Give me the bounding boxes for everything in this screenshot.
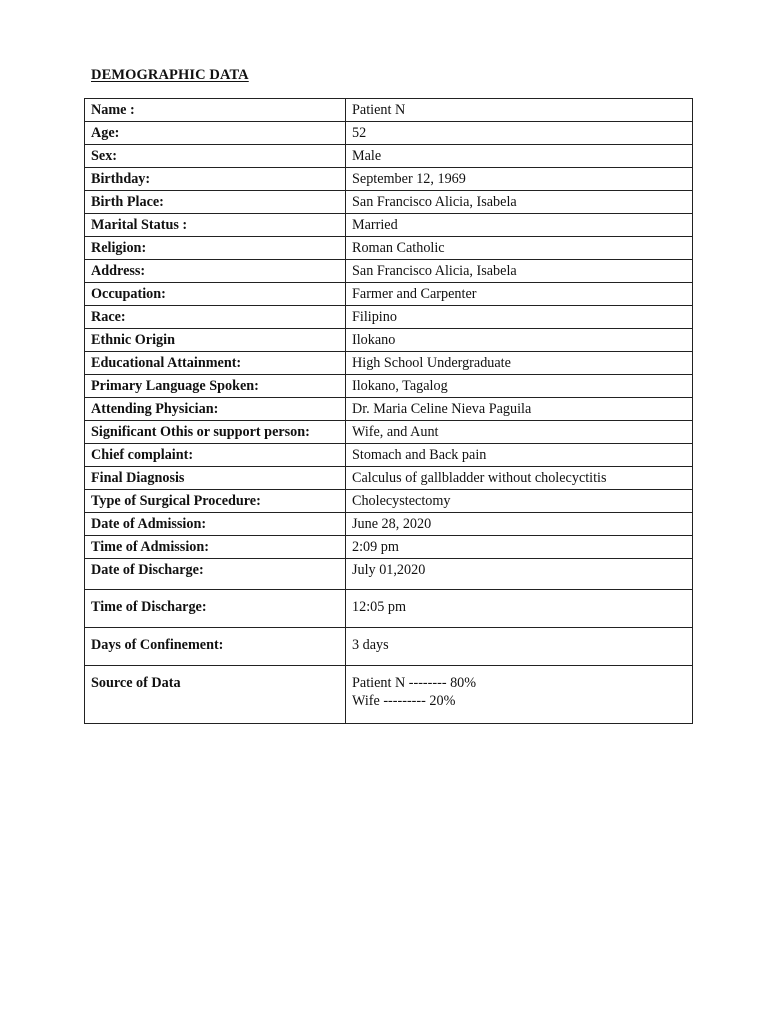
row-label: Time of Discharge: <box>85 590 346 628</box>
row-label: Age: <box>85 122 346 145</box>
row-label: Significant Othis or support person: <box>85 421 346 444</box>
row-label: Type of Surgical Procedure: <box>85 490 346 513</box>
row-value: Dr. Maria Celine Nieva Paguila <box>346 398 693 421</box>
table-row <box>85 559 693 590</box>
table-row <box>85 536 693 559</box>
table-row <box>85 283 693 306</box>
row-value: Ilokano <box>346 329 693 352</box>
source-line: Patient N -------- 80% <box>352 675 477 691</box>
row-label: Ethnic Origin <box>85 329 346 352</box>
table-row <box>85 352 693 375</box>
row-value: Roman Catholic <box>346 237 693 260</box>
row-label: Race: <box>85 306 346 329</box>
table-row <box>85 513 693 536</box>
row-value: September 12, 1969 <box>346 168 693 191</box>
row-label: Educational Attainment: <box>85 352 346 375</box>
row-value: Married <box>346 214 693 237</box>
row-value: San Francisco Alicia, Isabela <box>346 260 693 283</box>
row-label: Name : <box>85 99 346 122</box>
table-row <box>85 666 693 724</box>
document-title: DEMOGRAPHIC DATA <box>91 67 249 83</box>
row-label: Occupation: <box>85 283 346 306</box>
table-row <box>85 398 693 421</box>
row-value: 2:09 pm <box>346 536 693 559</box>
row-value: Ilokano, Tagalog <box>346 375 693 398</box>
row-value: 12:05 pm <box>346 590 693 628</box>
table-row <box>85 214 693 237</box>
row-value: 52 <box>346 122 693 145</box>
table-row <box>85 122 693 145</box>
table-row <box>85 490 693 513</box>
row-value: Farmer and Carpenter <box>346 283 693 306</box>
row-label: Religion: <box>85 237 346 260</box>
table-row <box>85 467 693 490</box>
row-label: Attending Physician: <box>85 398 346 421</box>
row-value <box>346 666 693 724</box>
row-label: Marital Status : <box>85 214 346 237</box>
row-value: Male <box>346 145 693 168</box>
row-label: Chief complaint: <box>85 444 346 467</box>
table-row <box>85 628 693 666</box>
row-label: Sex: <box>85 145 346 168</box>
row-label: Days of Confinement: <box>85 628 346 666</box>
row-label: Source of Data <box>85 666 346 724</box>
row-label: Date of Discharge: <box>85 559 346 590</box>
row-label: Birthday: <box>85 168 346 191</box>
row-value: Patient N <box>346 99 693 122</box>
row-label: Time of Admission: <box>85 536 346 559</box>
table-row <box>85 590 693 628</box>
table-row <box>85 421 693 444</box>
table-row <box>85 168 693 191</box>
table-row <box>85 260 693 283</box>
row-value: San Francisco Alicia, Isabela <box>346 191 693 214</box>
row-label: Address: <box>85 260 346 283</box>
row-value: June 28, 2020 <box>346 513 693 536</box>
row-value: Calculus of gallbladder without cholecyctitis <box>346 467 693 490</box>
row-label: Final Diagnosis <box>85 467 346 490</box>
row-label: Date of Admission: <box>85 513 346 536</box>
row-value: July 01,2020 <box>346 559 693 590</box>
row-label: Birth Place: <box>85 191 346 214</box>
row-value: Wife, and Aunt <box>346 421 693 444</box>
table-row <box>85 329 693 352</box>
table-row <box>85 444 693 467</box>
table-row <box>85 145 693 168</box>
table-row <box>85 99 693 122</box>
row-label: Primary Language Spoken: <box>85 375 346 398</box>
row-value: Cholecystectomy <box>346 490 693 513</box>
row-value: Filipino <box>346 306 693 329</box>
table-row <box>85 237 693 260</box>
table-row <box>85 306 693 329</box>
table-row <box>85 191 693 214</box>
row-value: 3 days <box>346 628 693 666</box>
table-row <box>85 375 693 398</box>
row-value: Stomach and Back pain <box>346 444 693 467</box>
row-value: High School Undergraduate <box>346 352 693 375</box>
demographic-data-table <box>84 98 693 724</box>
source-line: Wife --------- 20% <box>352 693 456 709</box>
